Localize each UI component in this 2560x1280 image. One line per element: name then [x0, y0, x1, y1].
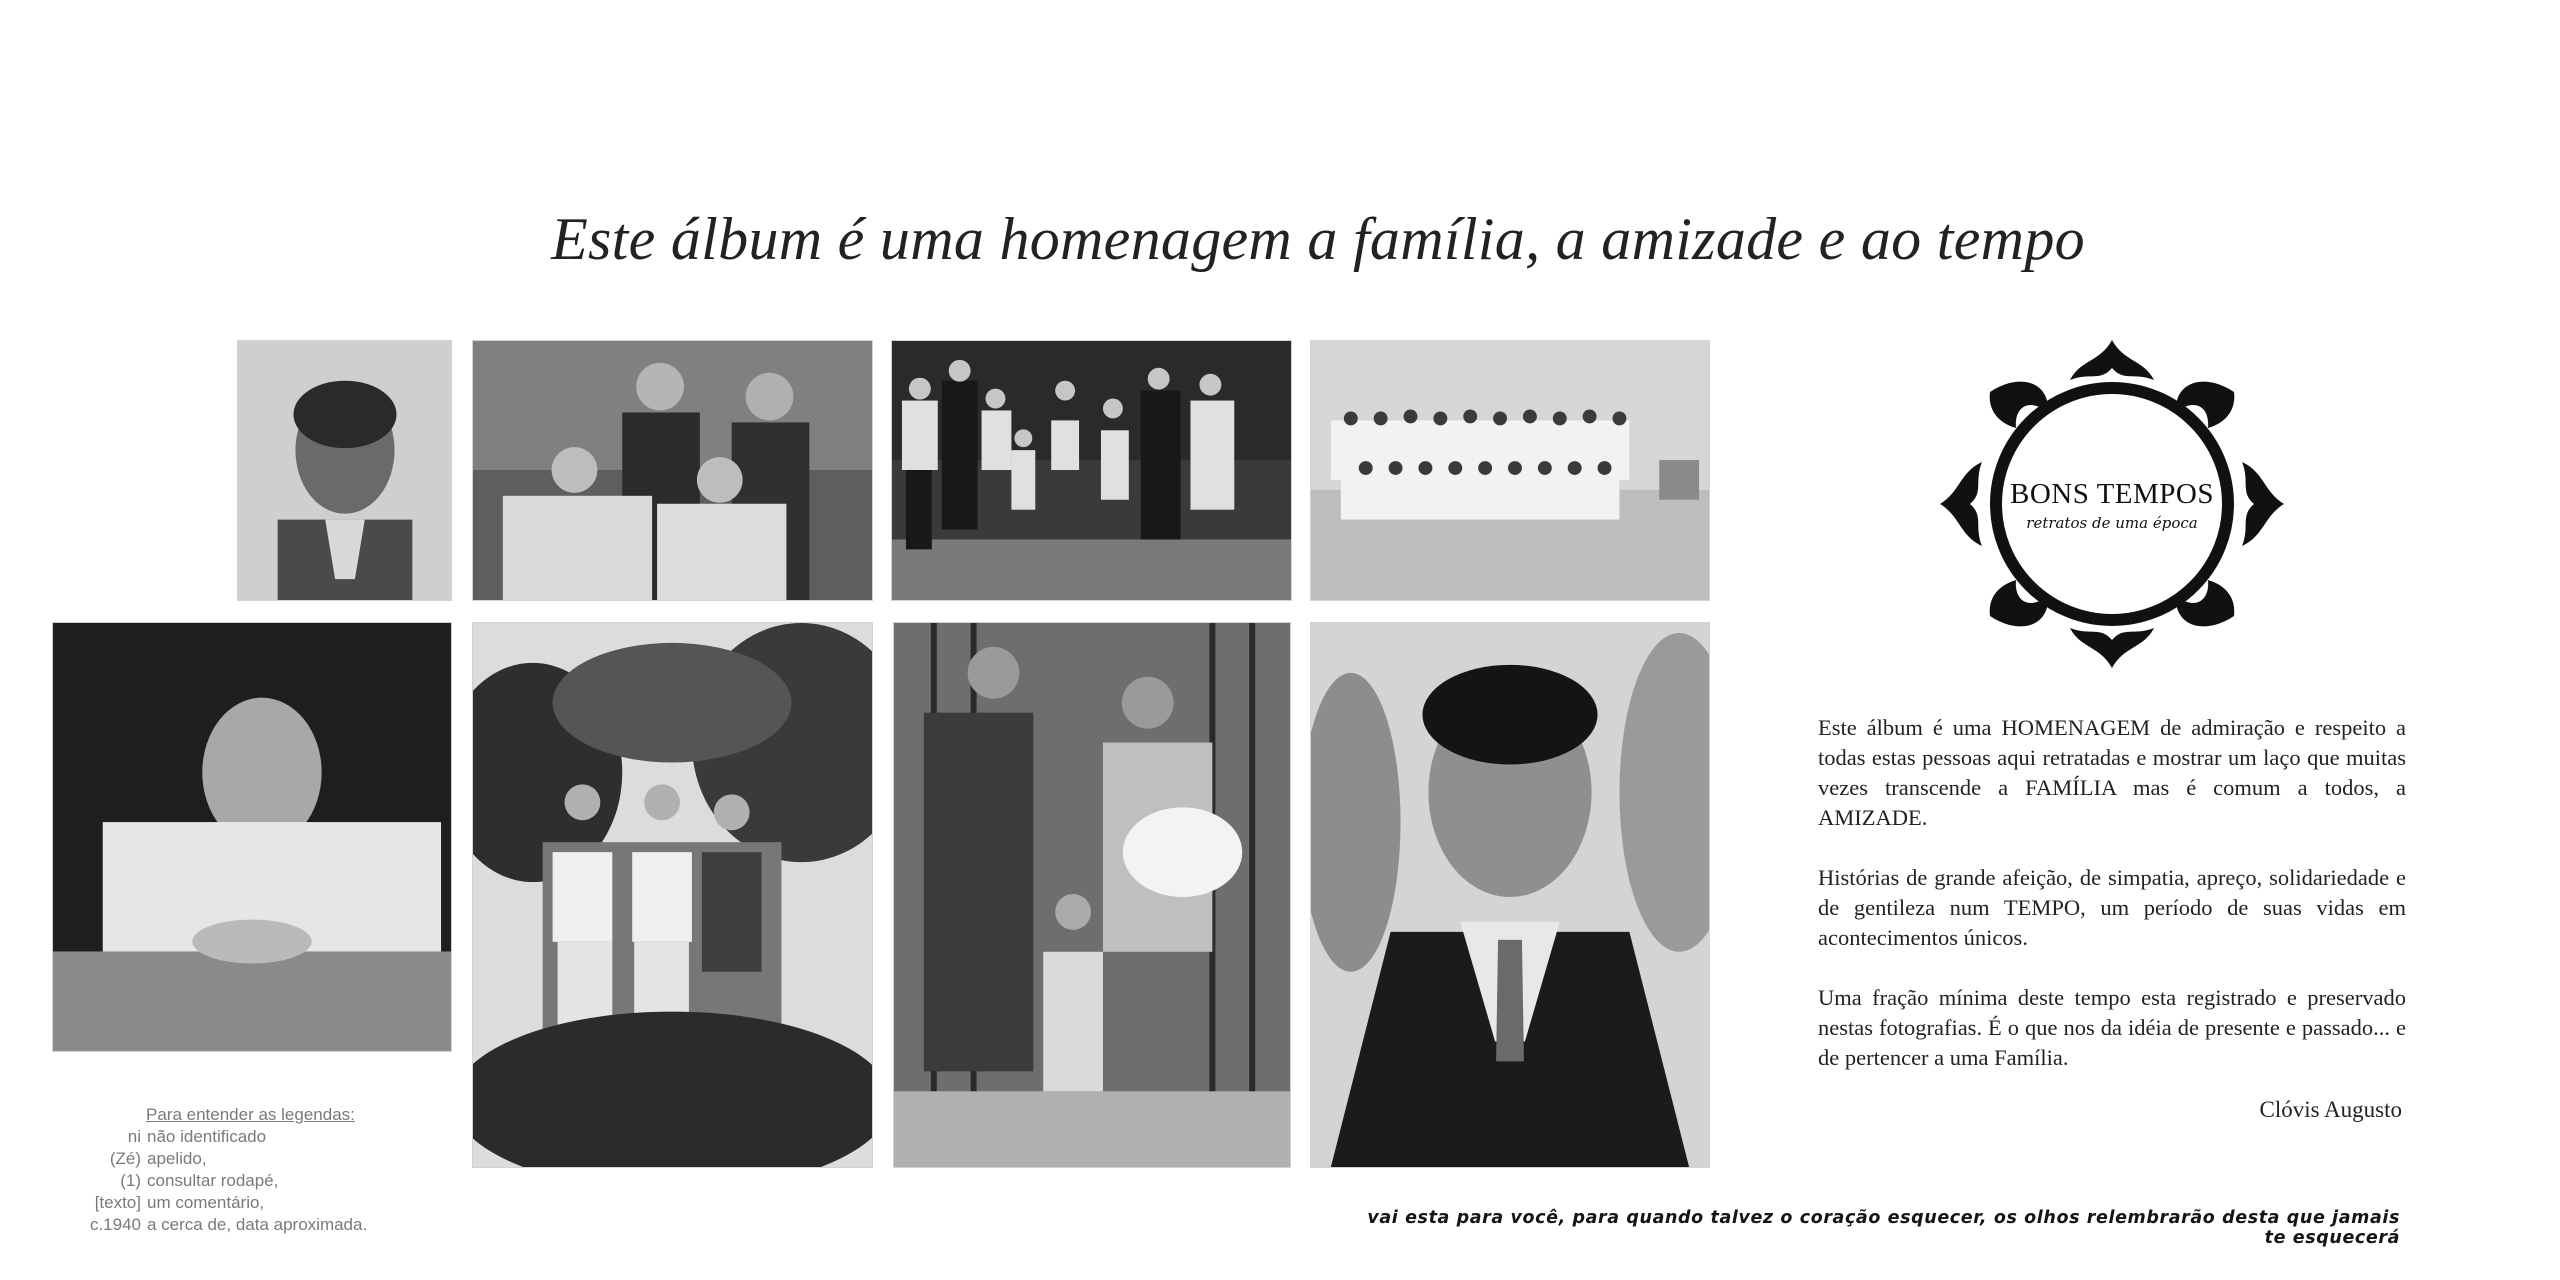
legend-value: apelido, [147, 1149, 207, 1168]
intro-paragraph: Histórias de grande afeição, de simpatia, apreço, solidariedade e de gentileza num TEMPO, um período de suas vidas em acontecimentos únicos. [1818, 865, 2406, 950]
legend-value: um comentário, [147, 1193, 265, 1212]
legend-value: a cerca de, data aproximada. [147, 1215, 368, 1234]
photo-large-group-white-clothes[interactable] [1310, 340, 1710, 601]
album-headline: Este álbum é uma homenagem a família, a amizade e ao tempo [551, 206, 2085, 272]
photo-family-group-outdoors[interactable] [891, 340, 1292, 601]
photo-young-man-portrait[interactable] [1310, 622, 1710, 1168]
legend-row [66, 1170, 367, 1192]
photo-four-men-in-suits[interactable] [472, 340, 873, 601]
logo-subtitle: retratos de uma época [2026, 514, 2198, 532]
legend-row [66, 1192, 367, 1214]
dedication-line: vai esta para você, para quando talvez o coração esquecer, os olhos relembrarão desta que jamais te esquecerá [1367, 1208, 2400, 1248]
legend-key: c.1940 [89, 1215, 141, 1234]
bons-tempos-logo [1930, 332, 2294, 676]
legend-row [66, 1148, 367, 1170]
legend-key: ni [127, 1127, 141, 1146]
photo-three-people-in-foliage[interactable] [472, 622, 873, 1168]
legend-key: (1) [120, 1171, 141, 1190]
photo-portrait-older-man[interactable] [237, 340, 452, 601]
caption-legend [66, 1104, 367, 1236]
legend-key: [texto] [94, 1193, 141, 1212]
photo-elderly-man-leaning[interactable] [52, 622, 452, 1052]
legend-row [66, 1214, 367, 1236]
logo-title: BONS TEMPOS [2010, 478, 2214, 510]
photo-couple-with-child-and-baby[interactable] [893, 622, 1291, 1168]
intro-text [1818, 713, 2406, 1103]
legend-title: Para entender as legendas: [146, 1105, 355, 1124]
legend-value: consultar rodapé, [147, 1171, 279, 1190]
author-signature: Clóvis Augusto [2259, 1097, 2402, 1122]
legend-row [66, 1126, 367, 1148]
intro-paragraph: Uma fração mínima deste tempo esta registrado e preservado nestas fotografias. É o que nos da idéia de presente e passado... e de pertencer a uma Família. [1818, 985, 2406, 1070]
legend-key: (Zé) [109, 1149, 141, 1168]
legend-value: não identificado [147, 1127, 267, 1146]
intro-paragraph: Este álbum é uma HOMENAGEM de admiração e respeito a todas estas pessoas aqui retratadas e mostrar um laço que muitas vezes transcende a FAMÍLIA mas é comum a todos, a AMIZADE. [1818, 715, 2406, 830]
